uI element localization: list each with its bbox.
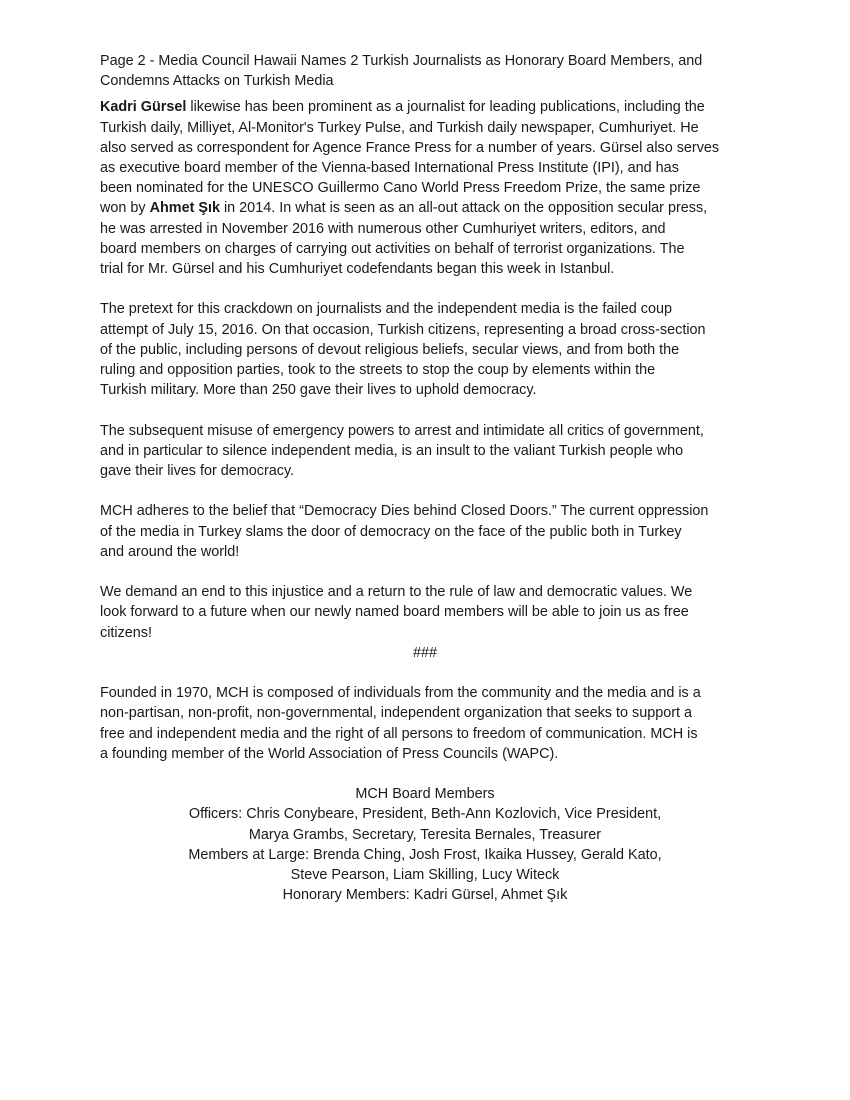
document-page xyxy=(100,51,750,905)
paragraph-line: gave their lives for democracy. xyxy=(100,463,295,480)
paragraph-line: The subsequent misuse of emergency powers to arrest and intimidate all critics of government, xyxy=(100,422,704,439)
paragraph-pretext xyxy=(100,299,750,400)
page-header xyxy=(100,51,750,91)
paragraph-misuse xyxy=(100,421,750,482)
board-title: MCH Board Members xyxy=(355,786,495,803)
board-honorary-members: Honorary Members: Kadri Gürsel, Ahmet Şık xyxy=(282,887,568,904)
paragraph-line: free and independent media and the right of all persons to freedom of communication. MCH is xyxy=(100,725,698,742)
name-ahmet-sik: Ahmet Şık xyxy=(149,200,220,217)
paragraph-line: Turkish daily, Milliyet, Al-Monitor's Turkey Pulse, and Turkish daily newspaper, Cumhuriyet. He xyxy=(100,119,699,136)
paragraph-line: non-partisan, non-profit, non-governmental, independent organization that seeks to support a xyxy=(100,705,692,722)
paragraph-line: and around the world! xyxy=(100,543,240,560)
name-kadri-gursel: Kadri Gürsel xyxy=(100,99,187,116)
board-officers-line-2: Marya Grambs, Secretary, Teresita Bernales, Treasurer xyxy=(248,826,602,843)
paragraph-line: Turkish military. More than 250 gave their lives to uphold democracy. xyxy=(100,382,537,399)
paragraph-line: trial for Mr. Gürsel and his Cumhuriyet codefendants began this week in Istanbul. xyxy=(100,261,615,278)
board-members-at-large-line-2: Steve Pearson, Liam Skilling, Lucy Witeck xyxy=(290,867,560,884)
paragraph-about-mch xyxy=(100,683,750,764)
paragraph-line: also served as correspondent for Agence France Press for a number of years. Gürsel also serves xyxy=(100,139,720,156)
paragraph-line: been nominated for the UNESCO Guillermo Cano World Press Freedom Prize, the same prize xyxy=(100,180,701,197)
paragraph-line: attempt of July 15, 2016. On that occasion, Turkish citizens, representing a broad cross-section xyxy=(100,321,706,338)
paragraph-demand xyxy=(100,582,750,643)
paragraph-line: Founded in 1970, MCH is composed of individuals from the community and the media and is a xyxy=(100,685,701,702)
paragraph-line: Kadri Gürsel likewise has been prominent as a journalist for leading publications, including the xyxy=(100,99,705,116)
paragraph-line: a founding member of the World Association of Press Councils (WAPC). xyxy=(100,745,559,762)
section-separator: ### xyxy=(412,644,437,661)
board-members-at-large-line-1: Members at Large: Brenda Ching, Josh Frost, Ikaika Hussey, Gerald Kato, xyxy=(188,846,662,863)
paragraph-line: The pretext for this crackdown on journalists and the independent media is the failed coup xyxy=(100,301,672,318)
paragraph-line: of the media in Turkey slams the door of democracy on the face of the public both in Turkey xyxy=(100,523,682,540)
paragraph-line: he was arrested in November 2016 with numerous other Cumhuriyet writers, editors, and xyxy=(100,220,666,237)
board-members-section xyxy=(100,784,750,905)
paragraph-line: look forward to a future when our newly named board members will be able to join us as free xyxy=(100,604,689,621)
paragraph-belief xyxy=(100,501,750,562)
paragraph-line: citizens! xyxy=(100,624,152,641)
paragraph-line: won by Ahmet Şık in 2014. In what is seen as an all-out attack on the opposition secular press, xyxy=(100,200,708,217)
paragraph-line: and in particular to silence independent media, is an insult to the valiant Turkish people who xyxy=(100,442,684,459)
paragraph-line: of the public, including persons of devout religious beliefs, secular views, and from both the xyxy=(100,341,680,358)
paragraph-line: We demand an end to this injustice and a return to the rule of law and democratic values. We xyxy=(100,584,693,601)
paragraph-line: MCH adheres to the belief that “Democracy Dies behind Closed Doors.” The current oppression xyxy=(100,503,709,520)
paragraph-gursel xyxy=(100,97,750,279)
paragraph-line: as executive board member of the Vienna-based International Press Institute (IPI), and has xyxy=(100,160,679,177)
board-officers-line-1: Officers: Chris Conybeare, President, Beth-Ann Kozlovich, Vice President, xyxy=(188,806,662,823)
header-line-2: Condemns Attacks on Turkish Media xyxy=(100,73,334,90)
paragraph-line: board members on charges of carrying out activities on behalf of terrorist organizations. The xyxy=(100,240,685,257)
paragraph-line: ruling and opposition parties, took to the streets to stop the coup by elements within the xyxy=(100,362,656,379)
header-line-1: Page 2 - Media Council Hawaii Names 2 Turkish Journalists as Honorary Board Members, and xyxy=(100,53,703,69)
